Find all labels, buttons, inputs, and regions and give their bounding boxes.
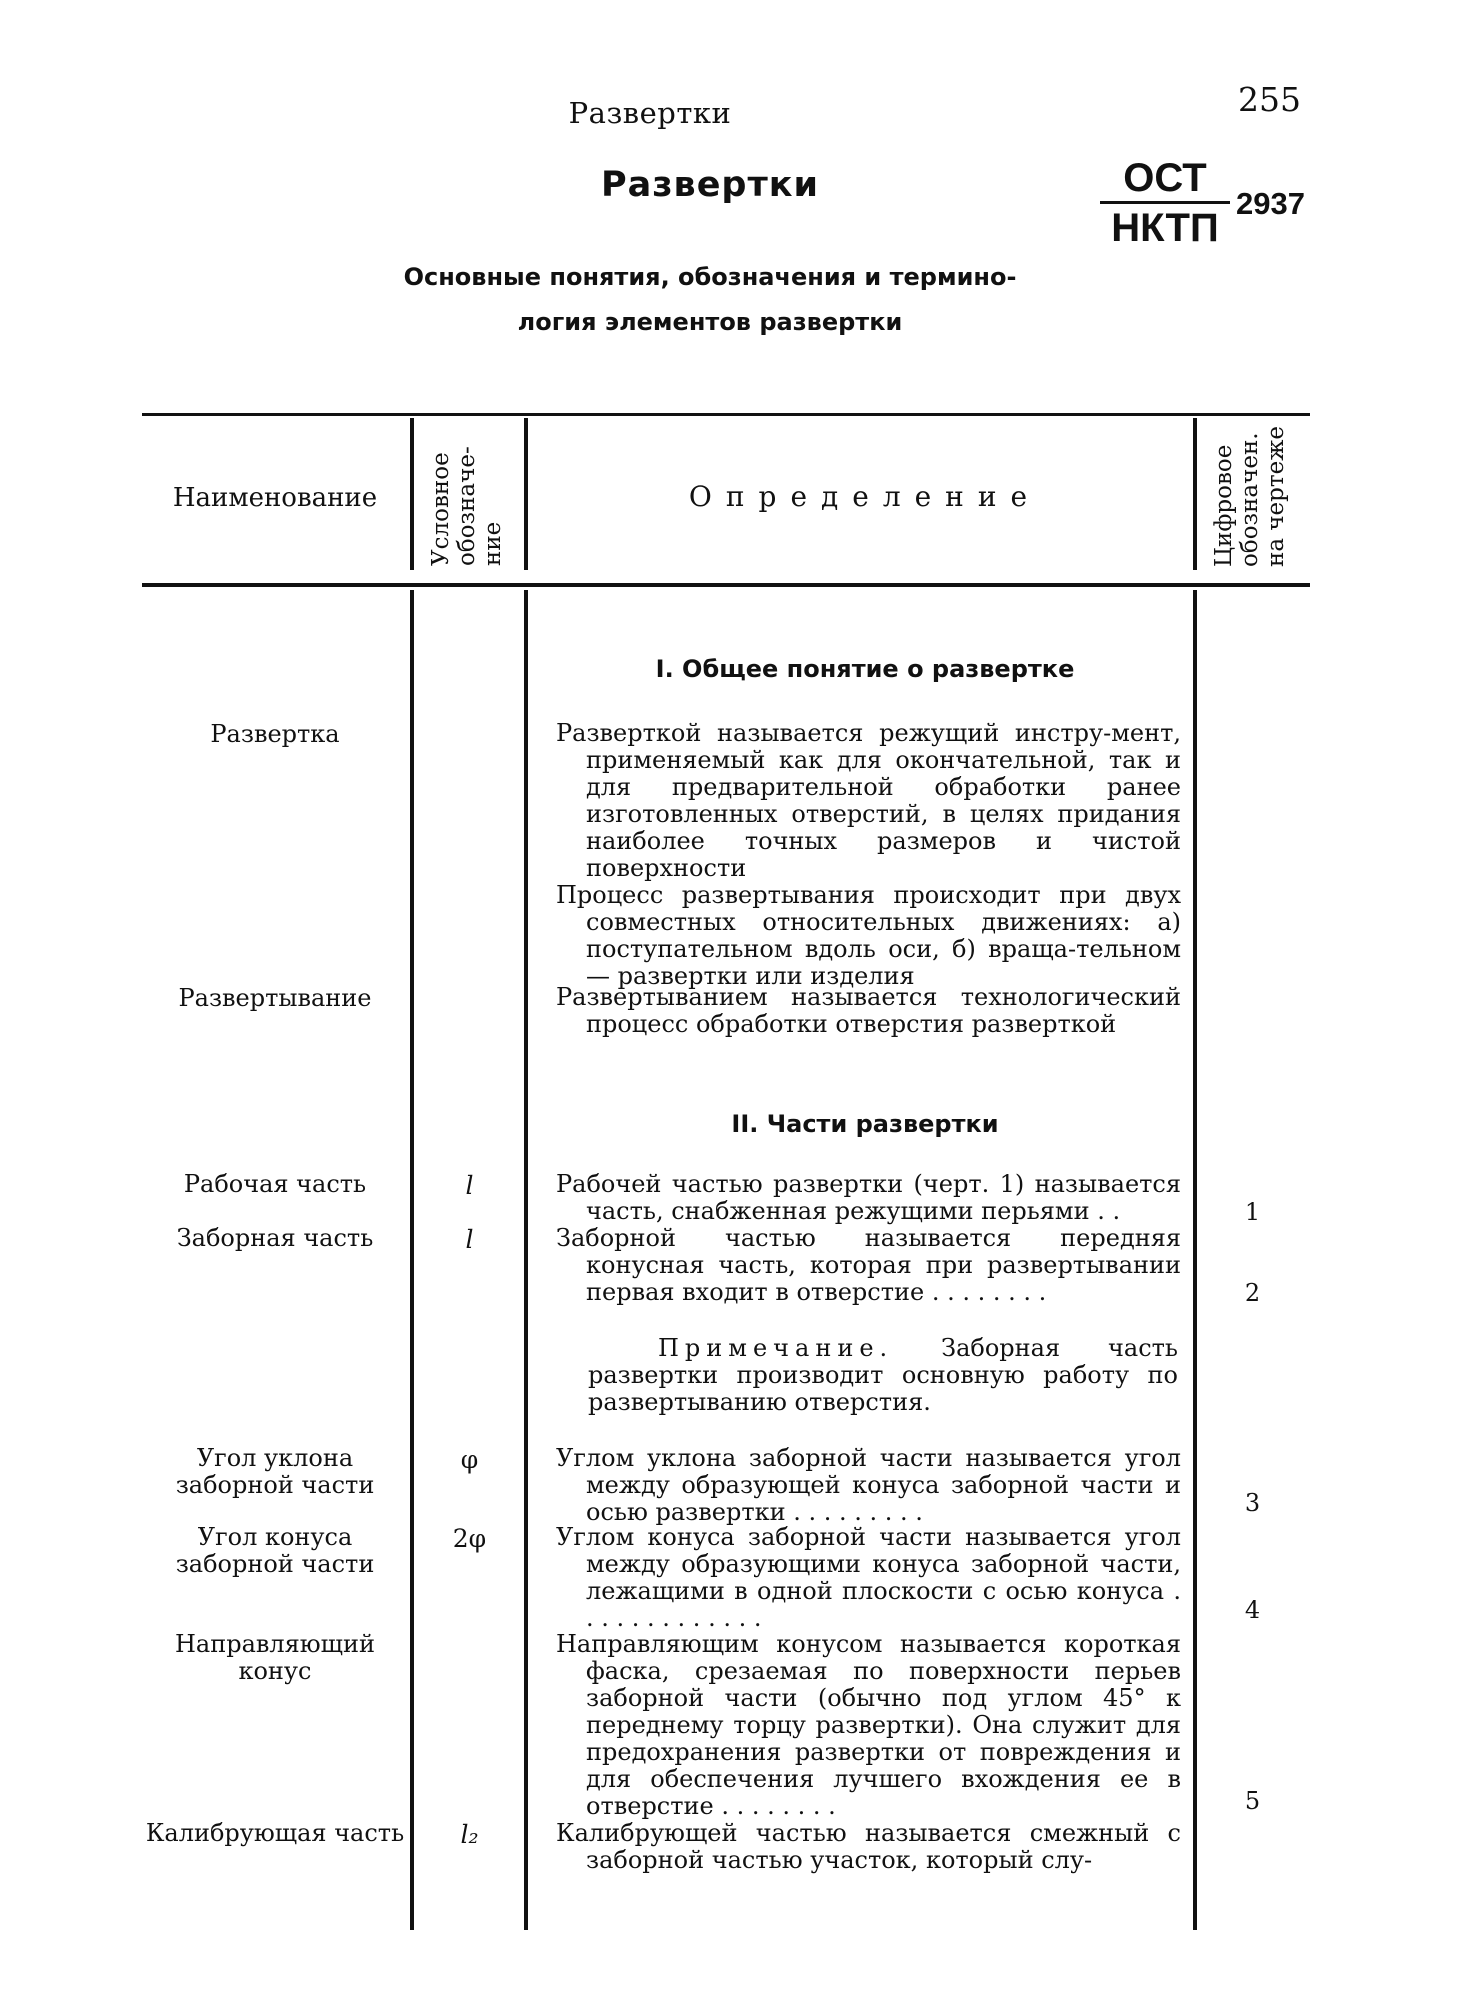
row-definition: Разверткой называется режущий инстру-мент, применяемый как для окончательной, так и для предварительной обработки ранее изготовленных отверстий, в целях придания наиболее точных размеров и чистой поверхности Процесс развертывания происходит при двух совместных относительных движениях: а) поступательном вдоль оси, б) враща-тельном — развертки или изделия [556, 719, 1181, 990]
row-symbol: l [465, 1225, 474, 1254]
standard-denominator: НКТП [1111, 206, 1219, 250]
row-name: Развертывание [178, 984, 372, 1012]
subtitle-line: логия элементов развертки [517, 308, 903, 336]
running-head: Развертки [568, 96, 732, 130]
row-name: Угол конуса заборной части [175, 1523, 375, 1578]
row-definition: Углом уклона заборной части называется угол между образующей конуса заборной части и осью развертки . . . . . . . . . [556, 1444, 1181, 1526]
column-divider [1193, 590, 1197, 1930]
section-title: II. Части развертки [731, 1110, 999, 1138]
section-title: I. Общее понятие о развертке [655, 655, 1075, 683]
page-title: Развертки [600, 165, 820, 205]
row-name: Калибрующая часть [145, 1819, 405, 1847]
subtitle-line: Основные понятия, обозначения и термино- [403, 263, 1017, 291]
standard-fraction [1100, 155, 1230, 252]
standard-number: 2937 [1236, 186, 1305, 221]
column-divider [410, 418, 414, 570]
row-name: Рабочая часть [183, 1170, 367, 1198]
row-definition: Развертыванием называется технологический процесс обработки отверстия разверткой [556, 983, 1181, 1038]
column-divider [524, 418, 528, 570]
row-name: Направляющий конус [174, 1630, 375, 1685]
header-name: Наименование [172, 483, 378, 513]
row-name: Заборная часть [176, 1224, 374, 1252]
column-divider [524, 590, 528, 1930]
row-symbol: φ [460, 1445, 479, 1474]
row-digit: 1 [1244, 1198, 1261, 1226]
row-name: Развертка [210, 720, 340, 748]
row-symbol: l [465, 1171, 474, 1200]
row-definition: Углом конуса заборной части называется угол между образующими конуса заборной части, лежащими в одной плоскости с осью конуса . . . . . . . . . . . . . [556, 1523, 1181, 1632]
row-definition: Направляющим конусом называется короткая фаска, срезаемая по поверхности перьев заборной части (обычно под углом 45° к переднему торцу развертки). Она служит для предохранения развертки от повреждения и для обеспечения лучшего вхождения ее в отверстие . . . . . . . . [556, 1630, 1181, 1820]
header-digit: Цифровое обозначен. на чертеже [1211, 426, 1289, 567]
row-digit: 4 [1244, 1596, 1261, 1624]
row-name: Угол уклона заборной части [175, 1444, 375, 1499]
table-top-rule [142, 413, 1310, 416]
row-definition: Калибрующей частью называется смежный с заборной частью участок, который слу- [556, 1819, 1181, 1874]
row-definition: Заборной частью называется передняя конусная часть, которая при развертывании первая входит в отверстие . . . . . . . . [556, 1224, 1181, 1306]
page-number: 255 [1238, 80, 1301, 119]
row-symbol: 2φ [452, 1524, 487, 1553]
header-symbol: Условное обозначе- ние [428, 446, 506, 566]
column-divider [410, 590, 414, 1930]
note-label: Примечание. [658, 1334, 894, 1362]
standard-numerator: ОСТ [1100, 155, 1230, 204]
row-digit: 2 [1244, 1279, 1261, 1307]
row-definition: Рабочей частью развертки (черт. 1) называется часть, снабженная режущими перьями . . [556, 1170, 1181, 1225]
row-note: Примечание. Заборная часть развертки производит основную работу по развертыванию отверстия. [588, 1334, 1178, 1416]
subtitle [380, 255, 1040, 345]
row-symbol: l₂ [460, 1820, 479, 1849]
row-digit: 5 [1244, 1787, 1261, 1815]
row-digit: 3 [1244, 1489, 1261, 1517]
header-definition: Определение [688, 480, 1042, 513]
table-header-rule [142, 583, 1310, 587]
